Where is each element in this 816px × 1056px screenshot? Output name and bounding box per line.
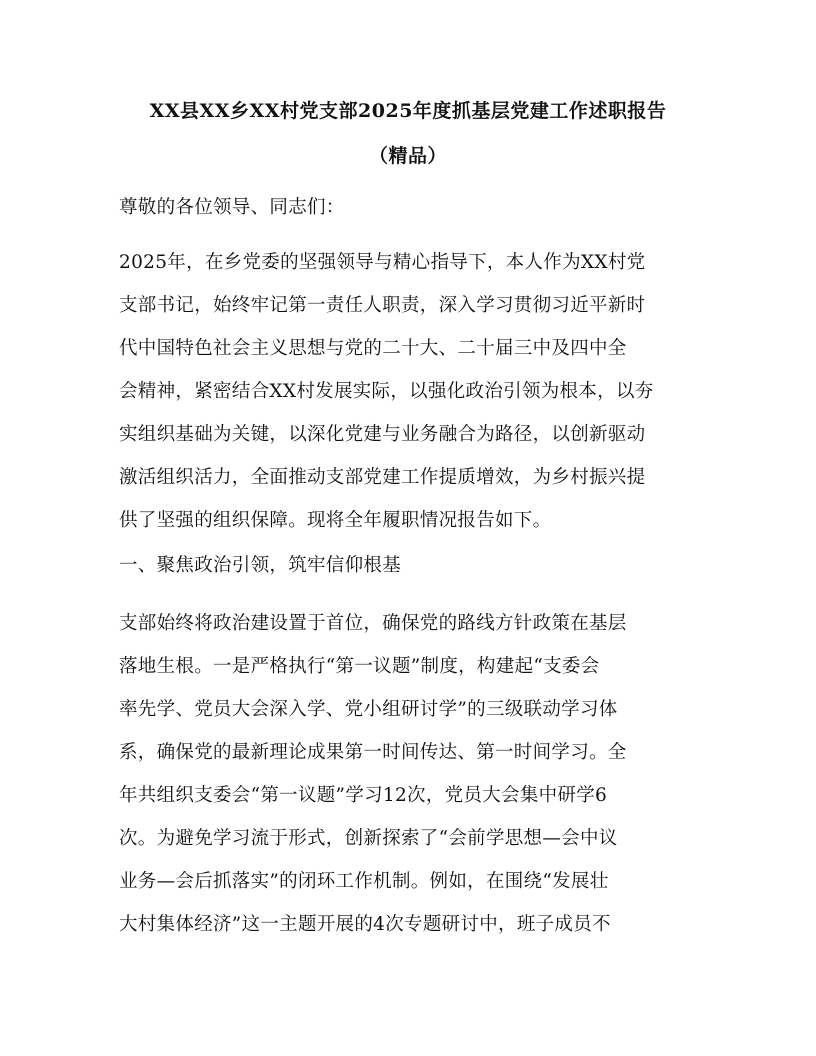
section-heading: 一、聚焦政治引领，筑牢信仰根基 <box>119 555 402 576</box>
section-line: 率先学、党员大会深入学、党小组研讨学”的三级联动学习体 <box>119 699 618 720</box>
intro-line: 会精神，紧密结合XX村发展实际，以强化政治引领为根本，以夯 <box>119 381 654 402</box>
salutation: 尊敬的各位领导、同志们： <box>119 197 345 218</box>
intro-line: 支部书记，始终牢记第一责任人职责，深入学习贯彻习近平新时 <box>119 295 646 316</box>
intro-line: 代中国特色社会主义思想与党的二十大、二十届三中及四中全 <box>119 338 627 359</box>
section-line: 系，确保党的最新理论成果第一时间传达、第一时间学习。全 <box>119 742 627 763</box>
intro-line: 2025年，在乡党委的坚强领导与精心指导下，本人作为XX村党 <box>119 252 646 273</box>
intro-line: 实组织基础为关键，以深化党建与业务融合为路径，以创新驱动 <box>119 424 646 445</box>
intro-line: 激活组织活力，全面推动支部党建工作提质增效，为乡村振兴提 <box>119 467 646 488</box>
section-line: 次。为避免学习流于形式，创新探索了“会前学思想—会中议 <box>119 828 618 849</box>
document-subtitle: （精品） <box>368 145 447 167</box>
section-line: 年共组织支委会“第一议题”学习12次，党员大会集中研学6 <box>119 785 608 806</box>
intro-line: 供了坚强的组织保障。现将全年履职情况报告如下。 <box>119 510 552 531</box>
section-line: 大村集体经济”这一主题开展的4次专题研讨中，班子成员不 <box>119 914 611 935</box>
section-line: 落地生根。一是严格执行“第一议题”制度，构建起“支委会 <box>119 656 600 677</box>
section-line: 业务—会后抓落实”的闭环工作机制。例如，在围绕“发展壮 <box>119 871 609 892</box>
section-line: 支部始终将政治建设置于首位，确保党的路线方针政策在基层 <box>119 613 627 634</box>
document-title: XX县XX乡XX村党支部2025年度抓基层党建工作述职报告 <box>149 100 667 122</box>
